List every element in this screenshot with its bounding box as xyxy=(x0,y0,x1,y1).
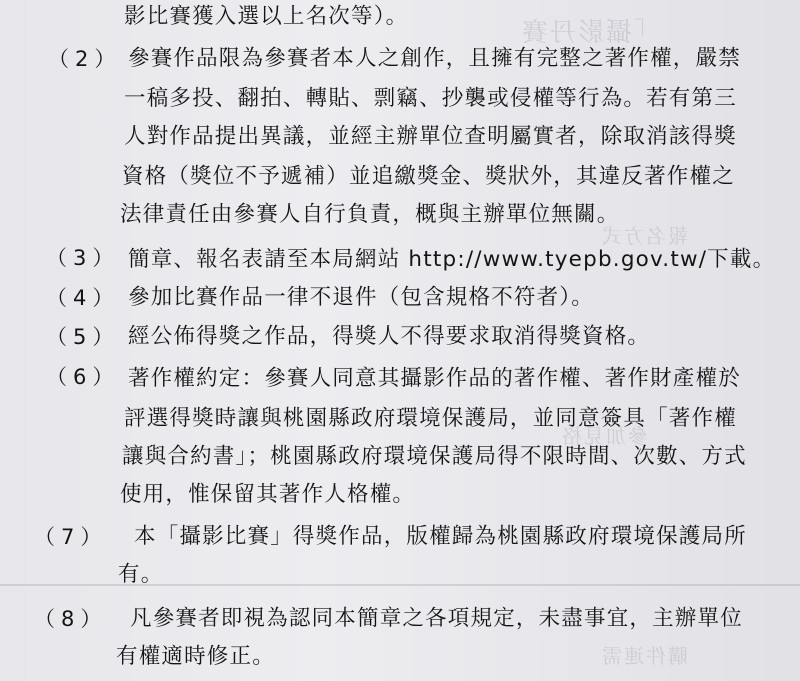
list-item-number: （3） xyxy=(46,246,120,270)
list-item-line: 本「攝影比賽」得獎作品，版權歸為桃園縣政府環境保護局所 xyxy=(134,524,747,549)
list-item-line: 參賽作品限為參賽者本人之創作，且擁有完整之著作權，嚴禁 xyxy=(128,46,741,71)
list-item-line: 參加比賽作品一律不退件（包含規格不符者）。 xyxy=(128,285,594,310)
list-item-number: （8） xyxy=(34,607,108,631)
list-item-line: 一稿多投、翻拍、轉貼、剽竊、抄襲或侵權等行為。若有第三 xyxy=(124,86,737,111)
bleed-through-text: 報名方式 xyxy=(600,224,688,248)
list-item-line: 資格（獎位不予遞補）並追繳獎金、獎狀外，其違反著作權之 xyxy=(122,164,735,189)
list-item-line: 使用，惟保留其著作人格權。 xyxy=(120,482,416,507)
bleed-through-text: 「攝影丹賽 xyxy=(520,18,661,48)
bleed-through-text: 購件連需 xyxy=(600,644,688,668)
list-item-line: 法律責任由參賽人自行負責，概與主辦單位無關。 xyxy=(120,202,620,227)
list-item-line: 有。 xyxy=(118,562,164,587)
list-item-number: （5） xyxy=(46,325,120,349)
list-item-number: （7） xyxy=(34,525,108,549)
list-item-line: 讓與合約書」；桃園縣政府環境保護局得不限時間、次數、方式 xyxy=(122,444,747,469)
bleed-through-text: 參加見格 xyxy=(560,424,648,448)
list-item-number: （6） xyxy=(46,365,120,389)
list-item-line: 人對作品提出異議，並經主辦單位查明屬實者，除取消該得獎 xyxy=(124,124,737,149)
list-item-number: （2） xyxy=(48,47,122,71)
list-item-line: 評選得獎時讓與桃園縣政府環境保護局，並同意簽具「著作權 xyxy=(124,406,737,431)
list-item-line: 有權適時修正。 xyxy=(116,644,275,669)
list-item-line: 影比賽獲入選以上名次等）。 xyxy=(124,4,409,29)
list-item-line: 凡參賽者即視為認同本簡章之各項規定，未盡事宜，主辦單位 xyxy=(130,606,743,631)
list-item-line: 著作權約定：參賽人同意其攝影作品的著作權、著作財產權於 xyxy=(128,366,741,391)
list-item-line: 經公佈得獎之作品，得獎人不得要求取消得獎資格。 xyxy=(128,324,651,349)
list-item-number: （4） xyxy=(46,286,120,310)
list-item-line: 簡章、報名表請至本局網站 http://www.tyepb.gov.tw/下載。 xyxy=(128,247,776,272)
